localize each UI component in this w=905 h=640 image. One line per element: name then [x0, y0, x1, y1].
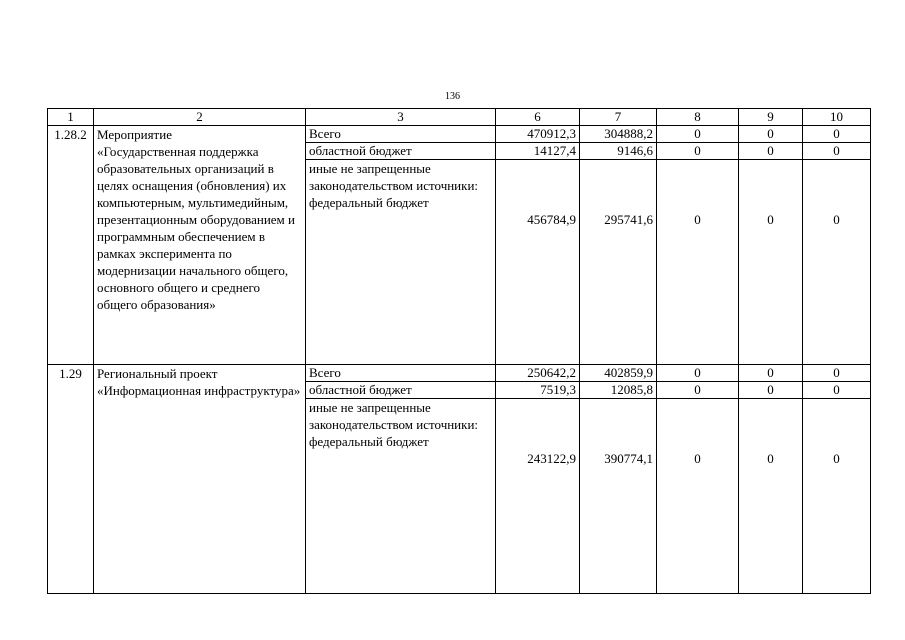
value-col-8: 0: [657, 399, 739, 594]
header-cell: 2: [94, 109, 306, 126]
budget-table: [47, 108, 871, 594]
value-col-6: 7519,3: [496, 382, 580, 399]
value-col-7: 295741,6: [580, 160, 657, 365]
source-label: Всего: [306, 126, 496, 143]
activity-name: Региональный проект «Информационная инфраструктура»: [94, 365, 306, 594]
value-col-6: 250642,2: [496, 365, 580, 382]
value-col-9: 0: [739, 143, 803, 160]
source-label: Всего: [306, 365, 496, 382]
table-header-row: [48, 109, 871, 126]
value-col-8: 0: [657, 143, 739, 160]
other-sources-label: иные не запрещенные законодательством источники:: [309, 161, 479, 193]
value-col-7: 402859,9: [580, 365, 657, 382]
value-col-7: 390774,1: [580, 399, 657, 594]
value-col-7: 12085,8: [580, 382, 657, 399]
source-label: федеральный бюджет: [309, 195, 429, 210]
header-cell: 1: [48, 109, 94, 126]
value-col-8: 0: [657, 365, 739, 382]
header-cell: 10: [803, 109, 871, 126]
value-col-10: 0: [803, 143, 871, 160]
table-row: [48, 126, 871, 143]
value-col-9: 0: [739, 365, 803, 382]
row-number: 1.28.2: [48, 126, 94, 365]
header-cell: 6: [496, 109, 580, 126]
value-col-6: 243122,9: [496, 399, 580, 594]
value-col-8: 0: [657, 382, 739, 399]
value-col-9: 0: [739, 382, 803, 399]
value-col-6: 456784,9: [496, 160, 580, 365]
value-col-9: 0: [739, 160, 803, 365]
header-cell: 7: [580, 109, 657, 126]
page-number: 136: [445, 91, 460, 102]
value-col-6: 14127,4: [496, 143, 580, 160]
other-sources-label: иные не запрещенные законодательством источники:: [309, 400, 479, 432]
value-col-10: 0: [803, 399, 871, 594]
source-label-cell: [306, 399, 496, 594]
header-cell: 3: [306, 109, 496, 126]
value-col-9: 0: [739, 126, 803, 143]
header-cell: 8: [657, 109, 739, 126]
value-col-10: 0: [803, 382, 871, 399]
activity-name: Мероприятие «Государственная поддержка образовательных организаций в целях оснащения (обновления) их компьютерным, мультимедийным, презентационным оборудованием и программным обеспечением в рамках эксперимента по модернизации начального общего, основного общего и среднего общего образования»: [94, 126, 306, 365]
table-row: [48, 365, 871, 382]
header-cell: 9: [739, 109, 803, 126]
source-label-cell: [306, 160, 496, 365]
value-col-9: 0: [739, 399, 803, 594]
row-number: 1.29: [48, 365, 94, 594]
value-col-10: 0: [803, 126, 871, 143]
source-label: областной бюджет: [306, 382, 496, 399]
source-label: федеральный бюджет: [309, 434, 429, 449]
value-col-7: 304888,2: [580, 126, 657, 143]
value-col-10: 0: [803, 160, 871, 365]
source-label: областной бюджет: [306, 143, 496, 160]
value-col-10: 0: [803, 365, 871, 382]
value-col-7: 9146,6: [580, 143, 657, 160]
value-col-6: 470912,3: [496, 126, 580, 143]
value-col-8: 0: [657, 160, 739, 365]
value-col-8: 0: [657, 126, 739, 143]
